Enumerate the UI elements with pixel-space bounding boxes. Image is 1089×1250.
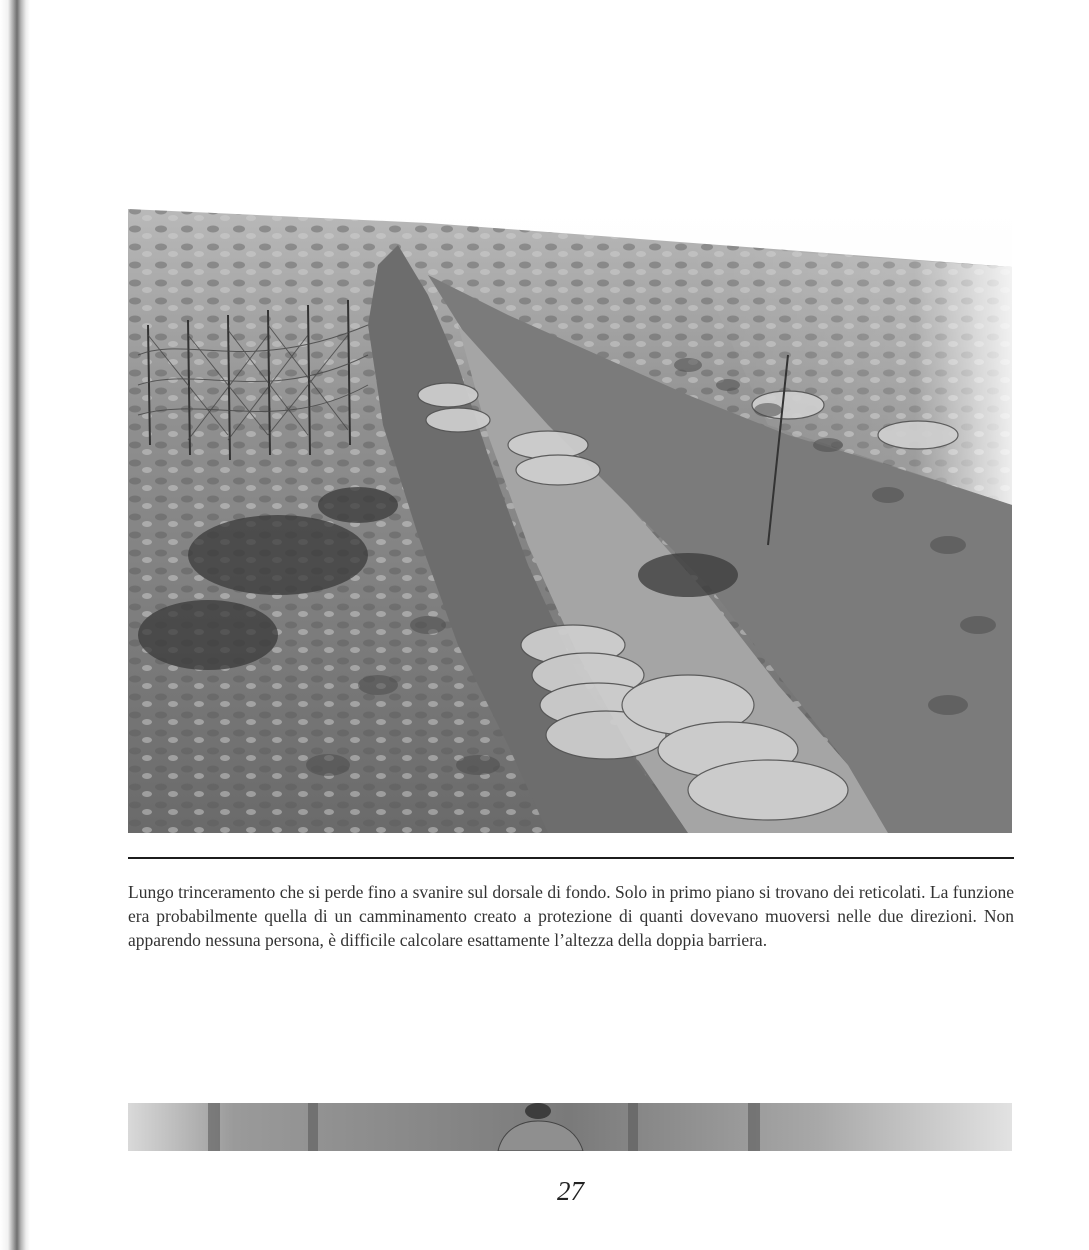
- caption-rule: [128, 857, 1014, 859]
- next-photograph-strip: [128, 1103, 1012, 1151]
- trench-photograph: [128, 205, 1012, 833]
- page-number: 27: [557, 1176, 584, 1206]
- photo-caption: Lungo trinceramento che si perde fino a svanire sul dorsale di fondo. Solo in primo piano si trovano dei reticolati. La funzione era probabilmente quella di un camminamento creato a protezione di quanti dovevano muoversi nelle due direzioni. Non apparendo nessuna persona, è difficile calcolare esattamente l’altezza della doppia barriera.: [128, 882, 1014, 950]
- book-binding-edge: [0, 0, 30, 1250]
